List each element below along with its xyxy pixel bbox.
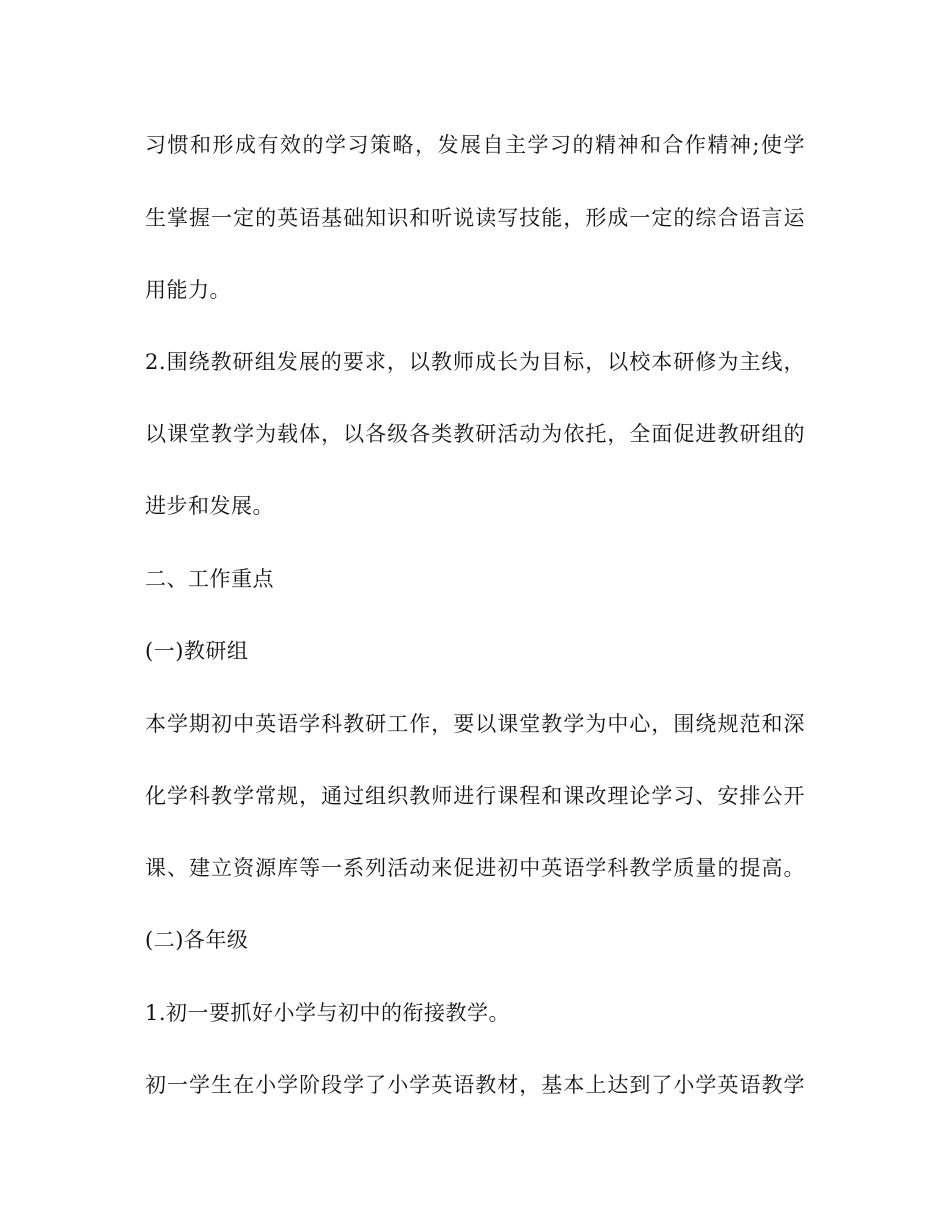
subsection-heading-2: (二)各年级 (145, 928, 249, 952)
text-line-14: 初一学生在小学阶段学了小学英语教材，基本上达到了小学英语教学 (145, 1073, 805, 1097)
text-line-4: 2.围绕教研组发展的要求，以教师成长为目标，以校本研修为主线， (145, 350, 805, 374)
text-line-13: 1.初一要抓好小学与初中的衔接教学。 (145, 1001, 511, 1025)
text-line-11: 课、建立资源库等一系列活动来促进初中英语学科教学质量的提高。 (145, 856, 805, 880)
section-heading: 二、工作重点 (145, 567, 274, 591)
text-line-5: 以课堂教学为载体，以各级各类教研活动为依托，全面促进教研组的 (145, 422, 805, 446)
text-line-6: 进步和发展。 (145, 494, 274, 518)
text-line-2: 生掌握一定的英语基础知识和听说读写技能，形成一定的综合语言运 (145, 206, 805, 230)
text-line-1: 习惯和形成有效的学习策略，发展自主学习的精神和合作精神;使学 (145, 133, 805, 157)
text-line-9: 本学期初中英语学科教研工作，要以课堂教学为中心，围绕规范和深 (145, 712, 805, 736)
text-line-3: 用能力。 (145, 278, 231, 302)
text-line-10: 化学科教学常规，通过组织教师进行课程和课改理论学习、安排公开 (145, 784, 805, 808)
subsection-heading-1: (一)教研组 (145, 639, 249, 663)
